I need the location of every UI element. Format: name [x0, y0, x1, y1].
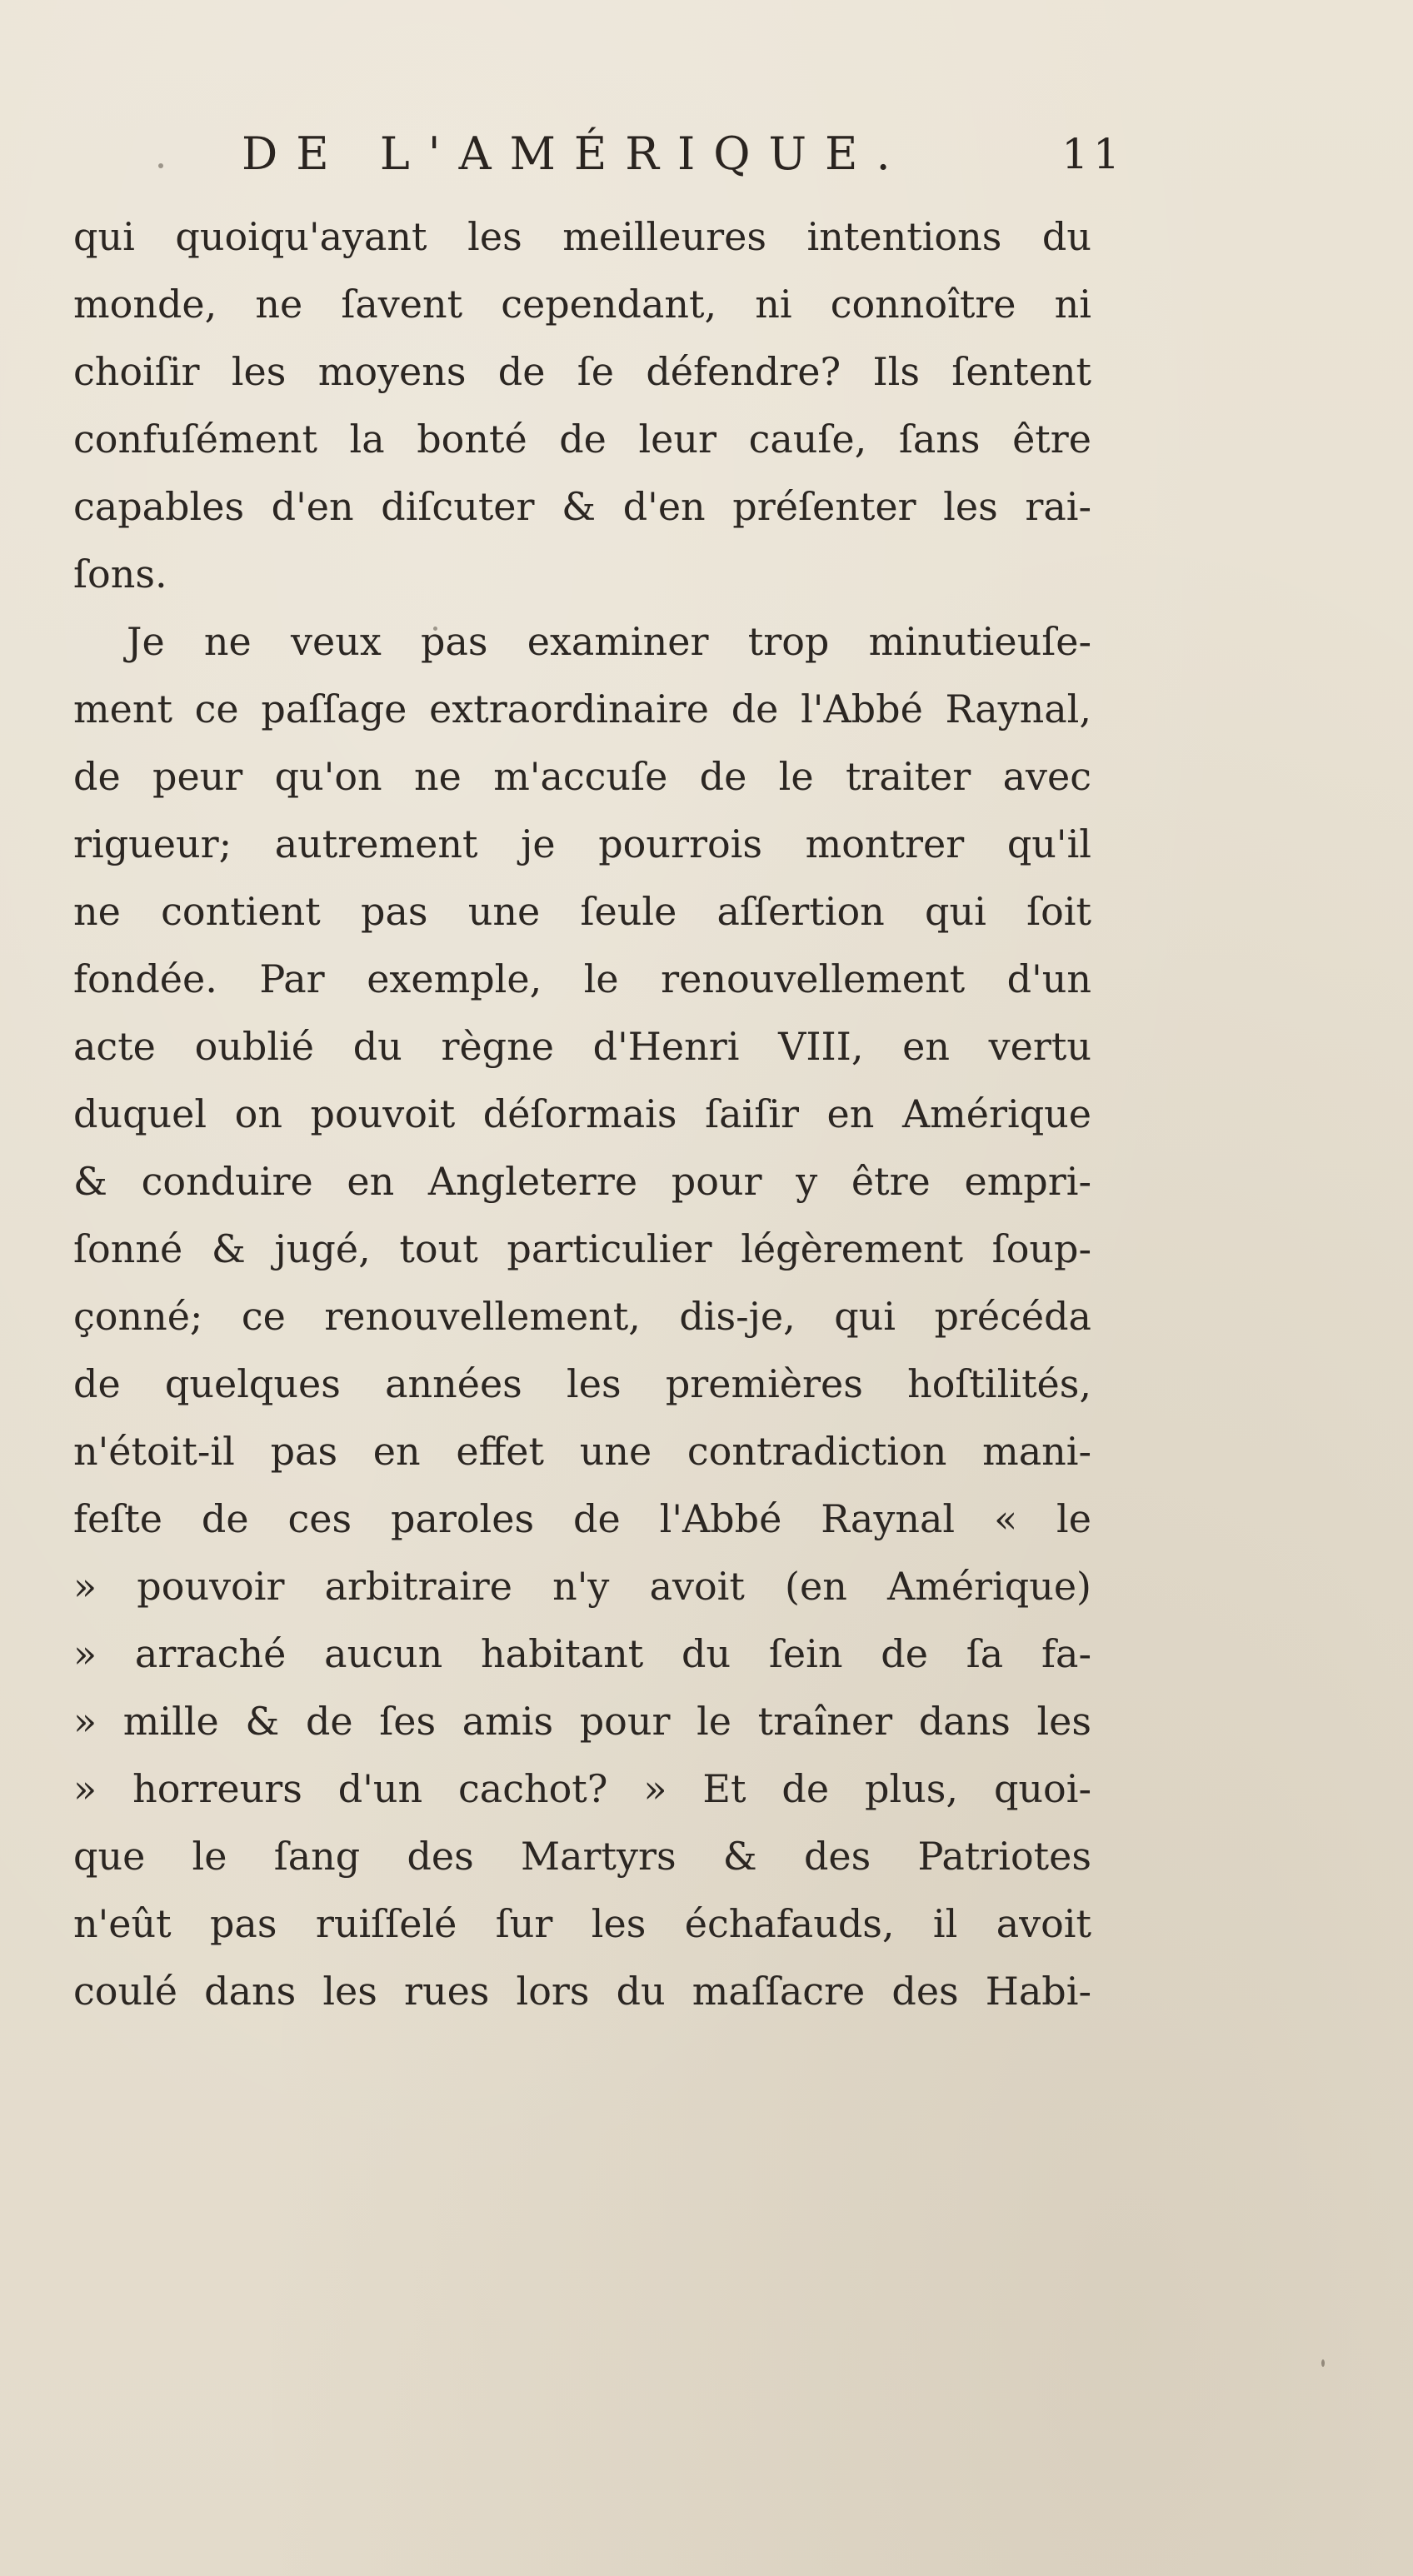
text-line: monde, ne ſavent cependant, ni connoître ni — [73, 282, 1091, 327]
text-line: de quelques années les premières hoſtilités, — [73, 1361, 1091, 1406]
page-number: 11 — [1061, 130, 1125, 178]
text-line: feſte de ces paroles de l'Abbé Raynal « le — [73, 1496, 1091, 1541]
text-line: capables d'en diſcuter & d'en préſenter les rai- — [73, 484, 1091, 529]
body-text — [73, 203, 1091, 2025]
text-line: de peur qu'on ne m'accuſe de le traiter avec — [73, 754, 1091, 799]
text-line: rigueur; autrement je pourrois montrer qu'il — [73, 821, 1091, 866]
paragraph-1 — [73, 203, 1091, 608]
text-line: » horreurs d'un cachot? » Et de plus, quoi- — [73, 1766, 1091, 1811]
text-line: & conduire en Angleterre pour y être empri- — [73, 1159, 1091, 1204]
running-head — [242, 125, 1125, 183]
text-line: coulé dans les rues lors du maſſacre des Habi- — [73, 1969, 1091, 2014]
running-title: DE L'AMÉRIQUE. — [242, 127, 909, 180]
text-line: n'étoit-il pas en effet une contradiction mani- — [73, 1429, 1091, 1474]
ink-speck — [158, 163, 163, 168]
ink-speck — [1321, 2359, 1325, 2367]
text-line: n'eût pas ruiſſelé ſur les échafauds, il avoit — [73, 1901, 1091, 1946]
text-line: fondée. Par exemple, le renouvellement d'un — [73, 956, 1091, 1001]
text-line: » mille & de ſes amis pour le traîner dans les — [73, 1699, 1091, 1744]
text-line: choiſir les moyens de ſe défendre? Ils ſentent — [73, 349, 1091, 394]
paragraph-2 — [73, 608, 1091, 2025]
text-line: » arraché aucun habitant du ſein de ſa fa- — [73, 1631, 1091, 1676]
text-line: duquel on pouvoit déſormais ſaiſir en Amérique — [73, 1091, 1091, 1136]
text-line: » pouvoir arbitraire n'y avoit (en Amérique) — [73, 1564, 1091, 1609]
text-line: qui quoiqu'ayant les meilleures intentions du — [73, 214, 1091, 259]
text-line: ſons. — [73, 552, 167, 597]
text-line: ment ce paſſage extraordinaire de l'Abbé Raynal, — [73, 686, 1091, 731]
text-line: çonné; ce renouvellement, dis-je, qui précéda — [73, 1294, 1091, 1339]
text-line: ſonné & jugé, tout particulier légèrement ſoup- — [73, 1226, 1091, 1271]
text-line: acte oublié du règne d'Henri VIII, en vertu — [73, 1024, 1091, 1069]
text-line: Je ne veux pas examiner trop minutieuſe- — [127, 619, 1091, 664]
text-line: ne contient pas une ſeule aſſertion qui ſoit — [73, 889, 1091, 934]
text-line: confuſément la bonté de leur cauſe, ſans être — [73, 417, 1091, 462]
text-line: que le ſang des Martyrs & des Patriotes — [73, 1834, 1091, 1879]
